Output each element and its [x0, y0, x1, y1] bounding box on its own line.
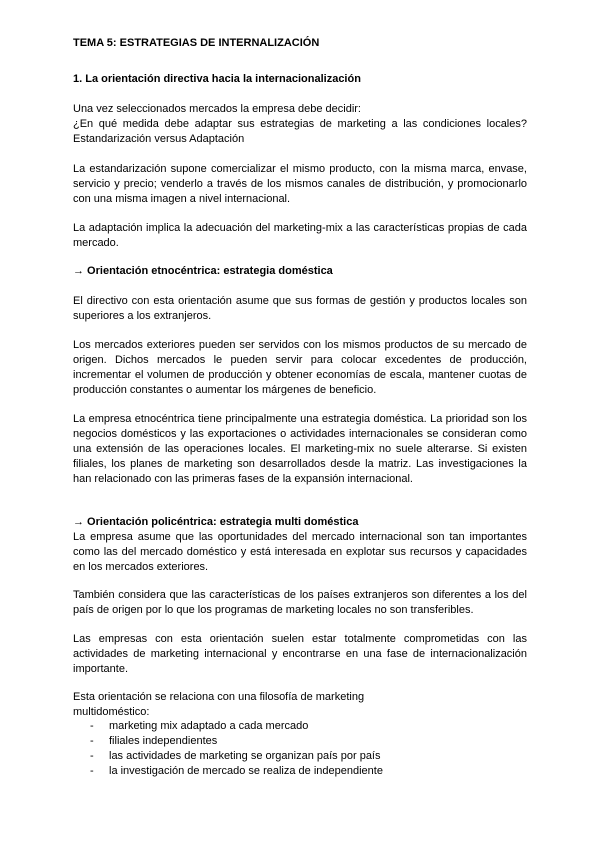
bullet-marker: -	[90, 750, 94, 762]
paragraph-line: También considera que las características de los países extranjeros son diferentes a los del	[73, 589, 527, 601]
list-item: la investigación de mercado se realiza de independiente	[109, 765, 383, 777]
paragraph-line: La empresa asume que las oportunidades del mercado internacional son tan importantes	[73, 531, 527, 543]
paragraph-line: mercado.	[73, 237, 119, 249]
list-item: filiales independientes	[109, 735, 218, 747]
paragraph-line: servicio y precio; venderlo a través de los mismos canales de distribución, y promocionarlo	[73, 178, 527, 190]
bullet-marker: -	[90, 720, 94, 732]
paragraph-line: importante.	[73, 663, 129, 675]
paragraph-line: producción constantes o aumentar los márgenes de beneficio.	[73, 384, 377, 396]
paragraph-line: como las del mercado doméstico y está interesada en explotar sus recursos y capacidades	[73, 546, 527, 558]
paragraph-line: Esta orientación se relaciona con una filosofía de marketing	[73, 691, 365, 703]
paragraph-line: negocios domésticos y las exportaciones o actividades internacionales se consideran como	[73, 428, 527, 440]
paragraph-line: en los mercados exteriores.	[73, 561, 209, 573]
paragraph-line: una extensión de las operaciones locales. El marketing-mix no suele alterarse. Si existen	[73, 443, 527, 455]
paragraph-line: filiales, los planes de marketing son desarrollados desde la matriz. Las investigaciones la	[73, 458, 527, 470]
paragraph-line: La empresa etnocéntrica tiene principalmente una estrategia doméstica. La prioridad son los	[73, 413, 527, 425]
paragraph-line: La estandarización supone comercializar el mismo producto, con la misma marca, envase,	[73, 163, 527, 175]
paragraph-line: Estandarización versus Adaptación	[73, 133, 245, 145]
paragraph-line: ¿En qué medida debe adaptar sus estrategias de marketing a las condiciones locales?	[73, 118, 527, 130]
paragraph-line: La adaptación implica la adecuación del marketing-mix a las características propias de cada	[73, 222, 527, 234]
paragraph-line: país de origen por lo que los programas de marketing locales no son transferibles.	[73, 604, 474, 616]
bullet-marker: -	[90, 735, 94, 747]
bullet-marker: -	[90, 765, 94, 777]
list-item: marketing mix adaptado a cada mercado	[109, 720, 309, 732]
paragraph-line: Una vez seleccionados mercados la empresa debe decidir:	[73, 103, 361, 115]
subsection-heading-etnocentrica: → Orientación etnocéntrica: estrategia doméstica	[73, 265, 333, 277]
section-heading: 1. La orientación directiva hacia la internacionalización	[73, 73, 361, 85]
paragraph-line: Las empresas con esta orientación suelen estar totalmente comprometidas con las	[73, 633, 527, 645]
list-item: las actividades de marketing se organizan país por país	[109, 750, 381, 762]
paragraph-line: multidoméstico:	[73, 706, 150, 718]
paragraph-line: Los mercados exteriores pueden ser servidos con los mismos productos de su mercado de	[73, 339, 527, 351]
paragraph-line: superiores a los extranjeros.	[73, 310, 212, 322]
subsection-heading-policentrica: → Orientación policéntrica: estrategia multi doméstica	[73, 516, 359, 528]
paragraph-line: incrementar el volumen de producción y obtener economías de escala, mantener cuotas de	[73, 369, 527, 381]
paragraph-line: han relacionado con las primeras fases de la expansión internacional.	[73, 473, 413, 485]
paragraph-line: El directivo con esta orientación asume que sus formas de gestión y productos locales son	[73, 295, 527, 307]
paragraph-line: actividades de marketing internacional y encontrarse en una fase de internacionalización	[73, 648, 527, 660]
document-title: TEMA 5: ESTRATEGIAS DE INTERNALIZACIÓN	[73, 37, 320, 49]
paragraph-line: origen. Dichos mercados le pueden servir para colocar excedentes de producción,	[73, 354, 527, 366]
paragraph-line: con una misma imagen a nivel internacional.	[73, 193, 291, 205]
